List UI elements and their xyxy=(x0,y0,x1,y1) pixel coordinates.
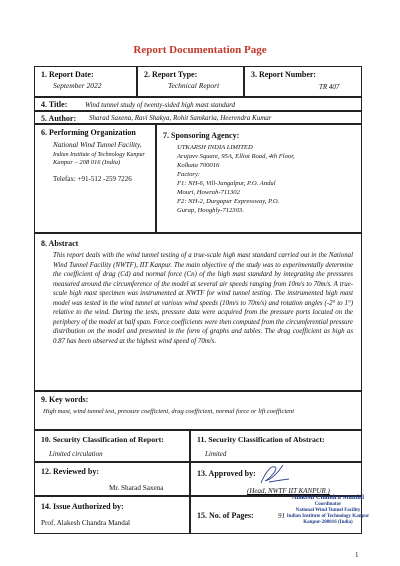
field-sponsoring-agency xyxy=(156,124,362,233)
sponsor-line: Kolkata 700016 xyxy=(177,162,220,169)
key-words-label: 9. Key words: xyxy=(41,395,89,404)
field-author xyxy=(34,111,362,124)
report-number-label: 3. Report Number: xyxy=(251,70,317,79)
author-value: Sharad Saxena, Ravi Shakya, Rohit Samkaria, Heerendra Kumar xyxy=(89,114,272,122)
field-approved-by xyxy=(190,462,362,496)
pages-value: 91 xyxy=(278,512,285,520)
title-value: Wind tunnel study of twenty-sided high mast standard xyxy=(85,100,236,109)
performing-org-line: Indian Institute of Technology Kanpur xyxy=(53,152,145,158)
performing-org-line: Kanpur – 208 016 (India) xyxy=(53,159,121,166)
issue-authorized-value: Prof. Alakesh Chandra Mandal xyxy=(41,519,131,527)
sponsor-line: F2: NH-2, Durgapur Expressway, P.O. xyxy=(177,198,280,205)
pages-label: 15. No. of Pages: xyxy=(197,511,254,520)
page-title: Report Documentation Page xyxy=(133,44,267,56)
performing-org-telefax: Telefax: +91-512 -259 7226 xyxy=(53,175,132,183)
security-abstract-value: Limited xyxy=(205,450,227,458)
field-key-words xyxy=(34,391,362,430)
approved-by-label: 13. Approved by: xyxy=(197,469,256,478)
field-security-abstract xyxy=(190,430,362,462)
sponsoring-agency-label: 7. Sponsoring Agency: xyxy=(163,131,240,140)
report-type-label: 2. Report Type: xyxy=(144,70,198,79)
page-number: 1 xyxy=(355,551,359,559)
sponsor-line: Arujavv Square, 95A, Elliot Road, 4th Floor, xyxy=(177,153,295,160)
security-abstract-label: 11. Security Classification of Abstract: xyxy=(197,435,325,444)
stamp-line: Kanpur-208016 (India) xyxy=(303,520,353,526)
stamp-line: Coordinator xyxy=(314,501,342,507)
field-title xyxy=(34,97,362,111)
performing-org-label: 6. Performing Organization xyxy=(41,128,136,137)
field-report-type xyxy=(137,66,244,97)
abstract-label: 8. Abstract xyxy=(41,239,79,248)
stamp-line: Indian Institute of Technology Kanpur xyxy=(286,513,370,519)
sponsor-line: Gurap, Hooghly-712303. xyxy=(177,207,244,214)
sponsor-line: Mouri, Howrah-711302 xyxy=(177,189,240,196)
field-security-report xyxy=(34,430,190,462)
field-report-number xyxy=(244,66,362,97)
key-words-value: High mast, wind tunnel test, pressure coefficient, drag coefficient, normal force or lift coefficient xyxy=(43,408,295,415)
security-report-label: 10. Security Classification of Report: xyxy=(41,435,164,444)
stamp-name: Alakesh Chandra Mandal xyxy=(291,494,365,501)
issue-authorized-label: 14. Issue Authorized by: xyxy=(41,502,124,511)
performing-org-line: National Wind Tunnel Facility, xyxy=(53,141,142,149)
report-date-value: September 2022 xyxy=(53,81,102,90)
report-type-value: Technical Report xyxy=(168,81,220,90)
coordinator-stamp xyxy=(276,494,380,526)
sponsor-line: UTKARSH INDIA LIMITED xyxy=(177,144,253,151)
title-label: 4. Title: xyxy=(41,100,68,109)
reviewed-by-label: 12. Reviewed by: xyxy=(41,467,99,476)
report-number-value: TR 407 xyxy=(319,83,340,91)
approval-signature xyxy=(255,461,295,487)
field-reviewed-by xyxy=(34,462,190,496)
author-label: 5. Author: xyxy=(41,113,77,123)
sponsor-line: F1: NH-6, Vill-Jangalpur, P.O. Andul xyxy=(177,180,276,187)
field-performing-organization xyxy=(34,124,156,233)
sponsor-line: Factory: xyxy=(177,171,201,178)
abstract-text: This report deals with the wind tunnel testing of a true-scale high mast standard carried out in the National Wind Tunnel Facility (NWTF), IIT Kanpur. The main objective of the study was to experimentally determine the coefficient of drag (Cd) and normal force (Cn) of the high mast standard by integrating the pressures measured around the circumference of the model at several air speeds ranging from 10m/s to 70m/s. A true-scale high mast specimen was instrumented at NWTF for wind tunnel testing. The instrumented high mast model was tested in the wind tunnel at various wind speeds (10m/s to 70m/s) and rotation angles (-2° to 1°) relative to the wind. During the tests, pressure data were acquired from the pressure ports located on the periphery of the model at half span. Force coefficients were then computed from the circumferential pressure distribution on the model and presented in the form of graphs and tables. The drag coefficient as high as 0.87 has been observed at the highest wind speed of 70m/s. xyxy=(53,252,353,345)
field-issue-authorized-by xyxy=(34,496,190,534)
approved-by-value: (Head, NWTF IIT KANPUR ) xyxy=(247,487,330,495)
stamp-line: National Wind Tunnel Facility xyxy=(295,507,361,513)
field-abstract xyxy=(34,233,362,391)
security-report-value: Limited circulation xyxy=(49,450,103,458)
field-report-date xyxy=(34,66,137,97)
report-date-label: 1. Report Date: xyxy=(41,70,94,79)
reviewed-by-value: Mr. Sharad Saxena xyxy=(109,484,164,492)
